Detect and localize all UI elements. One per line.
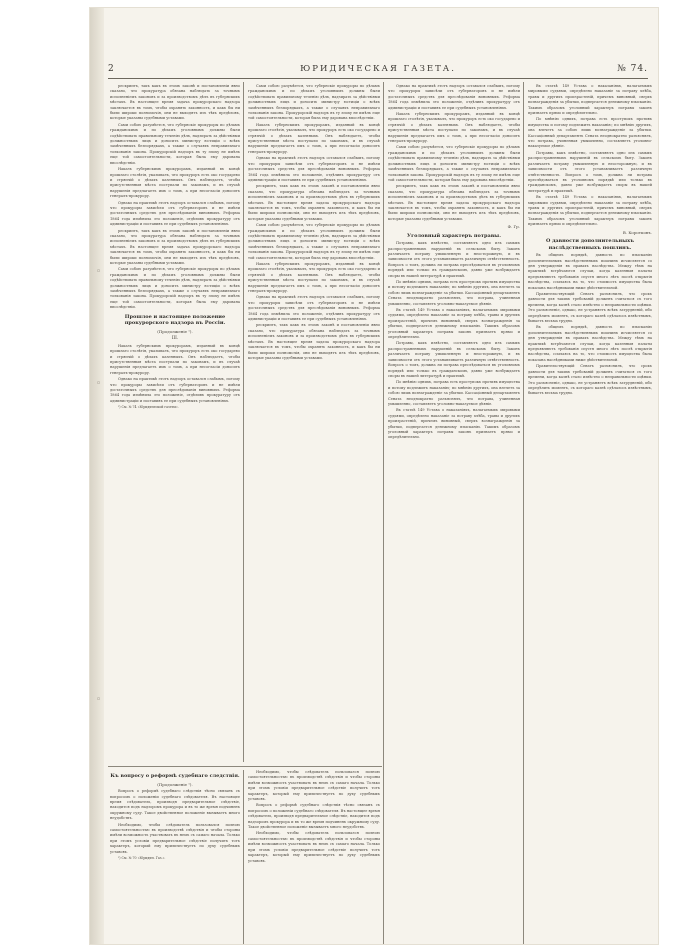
issue-number: № 74. [617, 64, 648, 74]
paragraph: Правительствующій Сенатъ разъяснилъ, что срокъ давности для такихъ требованій долженъ считаться съ того времени, когда казнѣ стало извѣстно о неправильности оцѣнки. Это разъясненіе, однако, не устраняетъ всѣхъ затрудненій, ибо опредѣлить моментъ, съ котораго казнѣ сдѣлалось извѣстнымъ, бываетъ весьма трудно. [528, 364, 652, 396]
newspaper-title: ЮРИДИЧЕСКАЯ ГАЗЕТА. [300, 64, 456, 74]
paragraph: рескриптъ, такъ какъ въ этомъ законѣ и постановленіи явно сказано, что прокуратура обязана наблюдать за точнымъ исполненіемъ законовъ и за производствомъ дѣлъ въ губернскихъ мѣстахъ. Въ настоящее время задача прокурорскаго надзора заключается въ томъ, чтобы охранять законность, и какъ бы ни были широки полномочія, они не выходятъ изъ тѣхъ предѣловъ, которые указаны судебными уставами. [248, 184, 380, 221]
paragraph: рескриптъ, такъ какъ въ этомъ законѣ и постановленіи явно сказано, что прокуратура обязана наблюдать за точнымъ исполненіемъ законовъ и за производствомъ дѣлъ въ губернскихъ мѣстахъ. Въ настоящее время задача прокурорскаго надзора заключается въ томъ, чтобы охранять законность, и какъ бы ни были широки полномочія, они не выходятъ изъ тѣхъ предѣловъ, которые указаны судебными уставами. [110, 84, 240, 121]
lower-column-1 [110, 770, 240, 942]
paragraph: Однако на практикѣ этотъ надзоръ оставался слабымъ, потому что прокуроры зависѣли отъ губернаторовъ и не имѣли достаточныхъ средствъ для преслѣдованія виновныхъ. Реформа 1864 года измѣнила это положеніе, отдѣливъ прокуратуру отъ администраціи и поставивъ ее при судебныхъ установленіяхъ. [248, 295, 380, 322]
paragraph: Необходимо, чтобы слѣдователь пользовался полною самостоятельностью въ производствѣ слѣдствія и чтобы стороны имѣли возможность участвовать въ немъ съ самаго начала. Только при этомъ условіи предварительное слѣдствіе получитъ тотъ характеръ, который ему приличествуетъ по духу судебныхъ уставовъ. [248, 770, 380, 802]
page-mark-icon: ◦ [96, 695, 102, 705]
article-subtitle: (Продолженіе ¹). [157, 781, 193, 787]
paragraph: Правительствующій Сенатъ разъяснилъ, что срокъ давности для такихъ требованій долженъ считаться съ того времени, когда казнѣ стало извѣстно о неправильности оцѣнки. Это разъясненіе, однако, не устраняетъ всѣхъ затрудненій, ибо опредѣлить моментъ, съ котораго казнѣ сдѣлалось извѣстнымъ, бываетъ весьма трудно. [528, 292, 652, 324]
article-signature: Ф. Гр. [507, 224, 520, 230]
paragraph: Сами собою разумѣется, что губернскіе прокуроры по дѣламъ гражданскимъ и по дѣламъ уголовнымъ должны были содѣйствовать правильному теченію дѣлъ, надзирать за дѣйствіями должностныхъ лицъ и доносить министру юстиціи о всѣхъ замѣченныхъ безпорядкахъ, а также о случаяхъ неправильнаго толкованія закона. Прокурорскій надзоръ въ ту эпоху не имѣлъ еще той самостоятельности, которая была ему дарована впослѣдствіи. [110, 122, 240, 165]
paragraph: Потравы, какъ извѣстно, составляютъ одно изъ самыхъ распространенныхъ нарушеній въ сельскомъ быту. Законъ различаетъ потраву умышленную и неосторожную, и въ зависимости отъ этого устанавливаетъ различную отвѣтственность. Вопросъ о томъ, должна ли потрава преслѣдоваться въ уголовномъ порядкѣ или только въ гражданскомъ, давно уже возбуждаетъ споры въ нашей литературѣ и практикѣ. [388, 241, 520, 278]
paragraph: Сами собою разумѣется, что губернскіе прокуроры по дѣламъ гражданскимъ и по дѣламъ уголовнымъ должны были содѣйствовать правильному теченію дѣлъ, надзирать за дѣйствіями должностныхъ лицъ и доносить министру юстиціи о всѣхъ замѣченныхъ безпорядкахъ, а также о случаяхъ неправильнаго толкованія закона. Прокурорскій надзоръ въ ту эпоху не имѣлъ еще той самостоятельности, которая была ему дарована впослѣдствіи. [110, 267, 240, 310]
paragraph: Однако на практикѣ этотъ надзоръ оставался слабымъ, потому что прокуроры зависѣли отъ губернаторовъ и не имѣли достаточныхъ средствъ для преслѣдованія виновныхъ. Реформа 1864 года измѣнила это положеніе, отдѣливъ прокуратуру отъ администраціи и поставивъ ее при судебныхъ установленіяхъ. [110, 377, 240, 403]
running-header [108, 64, 648, 76]
paragraph: По мнѣнію однихъ, потрава есть проступокъ противъ имущества и потому подлежитъ наказанію; по мнѣнію другихъ, она влечетъ за собою лишь вознагражденіе за убытки. Кассаціонный департаментъ Сената неоднократно разъяснялъ, что потрава, учиненная умышленно, составляетъ уголовно-наказуемое дѣяніе. [388, 280, 520, 306]
paragraph: Наказъ губернскимъ прокурорамъ, изданный въ концѣ прошлаго столѣтія, указывалъ, что прокуроръ есть око государево и стряпчій о дѣлахъ казенныхъ. Онъ наблюдаетъ, чтобы присутственныя мѣста поступали по законамъ, и въ случаѣ нарушенія предлагаетъ имъ о томъ, а при несогласіи доноситъ генералъ-прокурору. [388, 112, 520, 144]
section-divider [108, 766, 382, 767]
column-4 [528, 84, 652, 942]
paragraph: Въ статьѣ 149 Устава о наказаніяхъ, налагаемыхъ мировыми судьями, опредѣлено наказаніе за потраву хлѣба, травы и другихъ произрастеній, причемъ виновный, сверхъ вознагражденія за убытки, подвергается денежному взысканію. Такимъ образомъ уголовный характеръ потравы законъ признаетъ прямо и опредѣлительно. [528, 195, 652, 227]
paragraph: рескриптъ, такъ какъ въ этомъ законѣ и постановленіи явно сказано, что прокуратура обязана наблюдать за точнымъ исполненіемъ законовъ и за производствомъ дѣлъ въ губернскихъ мѣстахъ. Въ настоящее время задача прокурорскаго надзора заключается въ томъ, чтобы охранять законность, и какъ бы ни были широки полномочія, они не выходятъ изъ тѣхъ предѣловъ, которые указаны судебными уставами. [248, 323, 380, 360]
binding-gutter [90, 8, 104, 944]
paragraph: Сами собою разумѣется, что губернскіе прокуроры по дѣламъ гражданскимъ и по дѣламъ уголовнымъ должны были содѣйствовать правильному теченію дѣлъ, надзирать за дѣйствіями должностныхъ лицъ и доносить министру юстиціи о всѣхъ замѣченныхъ безпорядкахъ, а также о случаяхъ неправильнаго толкованія закона. Прокурорскій надзоръ въ ту эпоху не имѣлъ еще той самостоятельности, которая была ему дарована впослѣдствіи. [248, 84, 380, 121]
paragraph: Необходимо, чтобы слѣдователь пользовался полною самостоятельностью въ производствѣ слѣдствія и чтобы стороны имѣли возможность участвовать въ немъ съ самаго начала. Только при этомъ условіи предварительное слѣдствіе получитъ тотъ характеръ, который ему приличествуетъ по духу судебныхъ уставовъ. [248, 831, 380, 863]
column-divider [243, 82, 244, 762]
footnote: ¹) См. № 74 «Юридической газеты». [118, 405, 179, 410]
paragraph: Наказъ губернскимъ прокурорамъ, изданный въ концѣ прошлаго столѣтія, указывалъ, что прокуроръ есть око государево и стряпчій о дѣлахъ казенныхъ. Онъ наблюдаетъ, чтобы присутственныя мѣста поступали по законамъ, и въ случаѣ нарушенія предлагаетъ имъ о томъ, а при несогласіи доноситъ генералъ-прокурору. [248, 262, 380, 294]
header-rule [108, 78, 648, 79]
footnote: ¹) См. № 70 «Юридич. Газ.». [118, 855, 166, 860]
page-number: 2 [108, 64, 115, 74]
article-signature: В. Коротковъ. [622, 229, 652, 235]
paragraph: Наказъ губернскимъ прокурорамъ, изданный въ концѣ прошлаго столѣтія, указывалъ, что прокуроръ есть око государево и стряпчій о дѣлахъ казенныхъ. Онъ наблюдаетъ, чтобы присутственныя мѣста поступали по законамъ, и въ случаѣ нарушенія предлагаетъ имъ о томъ, а при несогласіи доноситъ генералъ-прокурору. [248, 122, 380, 154]
paragraph: Сами собою разумѣется, что губернскіе прокуроры по дѣламъ гражданскимъ и по дѣламъ уголовнымъ должны были содѣйствовать правильному теченію дѣлъ, надзирать за дѣйствіями должностныхъ лицъ и доносить министру юстиціи о всѣхъ замѣченныхъ безпорядкахъ, а также о случаяхъ неправильнаго толкованія закона. Прокурорскій надзоръ въ ту эпоху не имѣлъ еще той самостоятельности, которая была ему дарована впослѣдствіи. [388, 145, 520, 182]
column-divider [383, 82, 384, 944]
paragraph: Потравы, какъ извѣстно, составляютъ одно изъ самыхъ распространенныхъ нарушеній въ сельскомъ быту. Законъ различаетъ потраву умышленную и неосторожную, и въ зависимости отъ этого устанавливаетъ различную отвѣтственность. Вопросъ о томъ, должна ли потрава преслѣдоваться въ уголовномъ порядкѣ или только въ гражданскомъ, давно уже возбуждаетъ споры въ нашей литературѣ и практикѣ. [528, 150, 652, 193]
paragraph: Сами собою разумѣется, что губернскіе прокуроры по дѣламъ гражданскимъ и по дѣламъ уголовнымъ должны были содѣйствовать правильному теченію дѣлъ, надзирать за дѣйствіями должностныхъ лицъ и доносить министру юстиціи о всѣхъ замѣченныхъ безпорядкахъ, а также о случаяхъ неправильнаго толкованія закона. Прокурорскій надзоръ въ ту эпоху не имѣлъ еще той самостоятельности, которая была ему дарована впослѣдствіи. [248, 223, 380, 260]
paragraph: Въ общемъ порядкѣ, давность по взысканію дополнительныхъ наслѣдственныхъ пошлинъ исчисляется со дня утвержденія въ правахъ наслѣдства. Между тѣмъ на практикѣ встрѣчаются случаи, когда казенныя палаты предъявляютъ требованія спустя много лѣтъ послѣ открытія наслѣдства, ссылаясь на то, что стоимость имущества была показана наслѣдниками ниже дѣйствительной. [528, 253, 652, 290]
article-heading: Уголовный характеръ потравы. [407, 232, 501, 239]
paragraph: рескриптъ, такъ какъ въ этомъ законѣ и постановленіи явно сказано, что прокуратура обязана наблюдать за точнымъ исполненіемъ законовъ и за производствомъ дѣлъ въ губернскихъ мѣстахъ. Въ настоящее время задача прокурорскаго надзора заключается въ томъ, чтобы охранять законность, и какъ бы ни были широки полномочія, они не выходятъ изъ тѣхъ предѣловъ, которые указаны судебными уставами. [388, 184, 520, 221]
paragraph: Необходимо, чтобы слѣдователь пользовался полною самостоятельностью въ производствѣ слѣдствія и чтобы стороны имѣли возможность участвовать въ немъ съ самаго начала. Только при этомъ условіи предварительное слѣдствіе получитъ тотъ характеръ, который ему приличествуетъ по духу судебныхъ уставовъ. [110, 822, 240, 854]
paragraph: рескриптъ, такъ какъ въ этомъ законѣ и постановленіи явно сказано, что прокуратура обязана наблюдать за точнымъ исполненіемъ законовъ и за производствомъ дѣлъ въ губернскихъ мѣстахъ. Въ настоящее время задача прокурорскаго надзора заключается въ томъ, чтобы охранять законность, и какъ бы ни были широки полномочія, они не выходятъ изъ тѣхъ предѣловъ, которые указаны судебными уставами. [110, 228, 240, 265]
paragraph: Въ общемъ порядкѣ, давность по взысканію дополнительныхъ наслѣдственныхъ пошлинъ исчисляется со дня утвержденія въ правахъ наслѣдства. Между тѣмъ на практикѣ встрѣчаются случаи, когда казенныя палаты предъявляютъ требованія спустя много лѣтъ послѣ открытія наслѣдства, ссылаясь на то, что стоимость имущества была показана наслѣдниками ниже дѣйствительной. [528, 325, 652, 362]
column-3 [388, 84, 520, 942]
paragraph: Однако на практикѣ этотъ надзоръ оставался слабымъ, потому что прокуроры зависѣли отъ губернаторовъ и не имѣли достаточныхъ средствъ для преслѣдованія виновныхъ. Реформа 1864 года измѣнила это положеніе, отдѣливъ прокуратуру отъ администраціи и поставивъ ее при судебныхъ установленіяхъ. [248, 156, 380, 182]
page-mark-icon: ◦ [96, 379, 102, 389]
paragraph: Въ статьѣ 149 Устава о наказаніяхъ, налагаемыхъ мировыми судьями, опредѣлено наказаніе за потраву хлѣба, травы и другихъ произрастеній, причемъ виновный, сверхъ вознагражденія за убытки, подвергается денежному взысканію. Такимъ образомъ уголовный характеръ потравы законъ признаетъ прямо и опредѣлительно. [388, 308, 520, 340]
column-2 [248, 84, 380, 764]
section-number: III. [171, 336, 179, 342]
article-heading: Прошлое и настоящее положение прокурорского надзора въ Россіи. [124, 313, 226, 327]
paragraph: Вопросъ о реформѣ судебнаго слѣдствія тѣсно связанъ съ вопросомъ о положеніи судебнаго слѣдователя. Въ настоящее время слѣдователь, производя предварительное слѣдствіе, находится подъ надзоромъ прокурора и въ то же время подчиненъ окружному суду. Такое двойственное положеніе вызываетъ много неудобствъ. [248, 803, 380, 830]
page-mark-icon: ◦ [96, 267, 102, 277]
paragraph: По мнѣнію однихъ, потрава есть проступокъ противъ имущества и потому подлежитъ наказанію; по мнѣнію другихъ, она влечетъ за собою лишь вознагражденіе за убытки. Кассаціонный департаментъ Сената неоднократно разъяснялъ, что потрава, учиненная умышленно, составляетъ уголовно-наказуемое дѣяніе. [388, 380, 520, 406]
paragraph: Въ статьѣ 149 Устава о наказаніяхъ, налагаемыхъ мировыми судьями, опредѣлено наказаніе за потраву хлѣба, травы и другихъ произрастеній, причемъ виновный, сверхъ вознагражденія за убытки, подвергается денежному взысканію. Такимъ образомъ уголовный характеръ потравы законъ признаетъ прямо и опредѣлительно. [388, 408, 520, 440]
paragraph: По мнѣнію однихъ, потрава есть проступокъ противъ имущества и потому подлежитъ наказанію; по мнѣнію другихъ, она влечетъ за собою лишь вознагражденіе за убытки. Кассаціонный департаментъ Сената неоднократно разъяснялъ, что потрава, учиненная умышленно, составляетъ уголовно-наказуемое дѣяніе. [528, 117, 652, 149]
column-divider [243, 770, 244, 944]
article-heading: Къ вопросу о реформѣ судебнаго следствія. [110, 773, 240, 779]
column-divider [523, 82, 524, 944]
column-1 [110, 84, 240, 764]
paragraph: Потравы, какъ извѣстно, составляютъ одно изъ самыхъ распространенныхъ нарушеній въ сельскомъ быту. Законъ различаетъ потраву умышленную и неосторожную, и въ зависимости отъ этого устанавливаетъ различную отвѣтственность. Вопросъ о томъ, должна ли потрава преслѣдоваться въ уголовномъ порядкѣ или только въ гражданскомъ, давно уже возбуждаетъ споры въ нашей литературѣ и практикѣ. [388, 341, 520, 378]
paragraph: Наказъ губернскимъ прокурорамъ, изданный въ концѣ прошлаго столѣтія, указывалъ, что прокуроръ есть око государево и стряпчій о дѣлахъ казенныхъ. Онъ наблюдаетъ, чтобы присутственныя мѣста поступали по законамъ, и въ случаѣ нарушенія предлагаетъ имъ о томъ, а при несогласіи доноситъ генералъ-прокурору. [110, 343, 240, 375]
paragraph: Вопросъ о реформѣ судебнаго слѣдствія тѣсно связанъ съ вопросомъ о положеніи судебнаго слѣдователя. Въ настоящее время слѣдователь, производя предварительное слѣдствіе, находится подъ надзоромъ прокурора и въ то же время подчиненъ окружному суду. Такое двойственное положеніе вызываетъ много неудобствъ. [110, 789, 240, 821]
paragraph: Однако на практикѣ этотъ надзоръ оставался слабымъ, потому что прокуроры зависѣли отъ губернаторовъ и не имѣли достаточныхъ средствъ для преслѣдованія виновныхъ. Реформа 1864 года измѣнила это положеніе, отдѣливъ прокуратуру отъ администраціи и поставивъ ее при судебныхъ установленіяхъ. [110, 200, 240, 227]
paragraph: Наказъ губернскимъ прокурорамъ, изданный въ концѣ прошлаго столѣтія, указывалъ, что прокуроръ есть око государево и стряпчій о дѣлахъ казенныхъ. Онъ наблюдаетъ, чтобы присутственныя мѣста поступали по законамъ, и въ случаѣ нарушенія предлагаетъ имъ о томъ, а при несогласіи доноситъ генералъ-прокурору. [110, 167, 240, 199]
article-heading: О давности дополнительныхъ наслѣдственныхъ пошлинъ. [546, 237, 634, 251]
paragraph: Однако на практикѣ этотъ надзоръ оставался слабымъ, потому что прокуроры зависѣли отъ губернаторовъ и не имѣли достаточныхъ средствъ для преслѣдованія виновныхъ. Реформа 1864 года измѣнила это положеніе, отдѣливъ прокуратуру отъ администраціи и поставивъ ее при судебныхъ установленіяхъ. [388, 84, 520, 110]
lower-column-2 [248, 770, 380, 942]
paragraph: Въ статьѣ 149 Устава о наказаніяхъ, налагаемыхъ мировыми судьями, опредѣлено наказаніе за потраву хлѣба, травы и другихъ произрастеній, причемъ виновный, сверхъ вознагражденія за убытки, подвергается денежному взысканію. Такимъ образомъ уголовный характеръ потравы законъ признаетъ прямо и опредѣлительно. [528, 84, 652, 116]
article-subtitle: (Продолженіе ¹). [157, 328, 193, 334]
newspaper-page [90, 8, 658, 944]
